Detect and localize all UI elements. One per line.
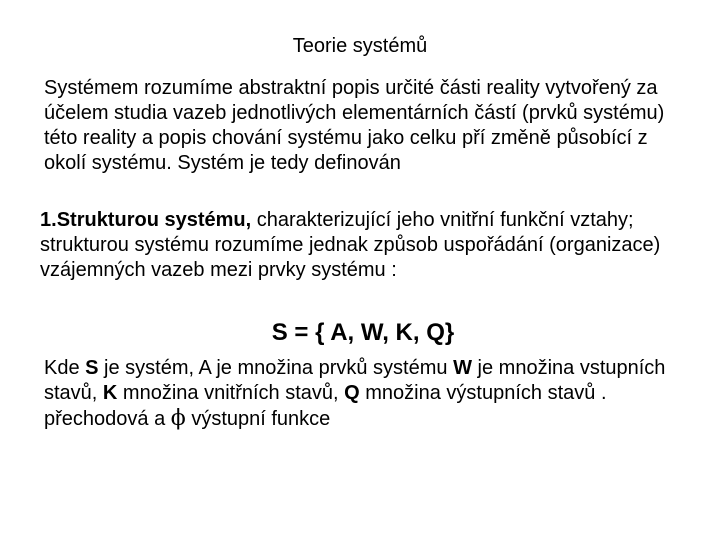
def-text-1: Kde [44, 357, 86, 379]
point-number: 1. [40, 209, 57, 231]
def-text-4: množina vnitřních stavů, [117, 382, 345, 404]
definition-paragraph [40, 356, 694, 432]
def-symbol-q: Q [344, 382, 360, 404]
def-symbol-k: K [102, 382, 118, 404]
def-symbol-w: W [453, 357, 472, 379]
system-formula: S = { A, W, K, Q} [271, 319, 455, 346]
def-text-5: množina výstupních stavů . přechodová a [44, 382, 607, 430]
intro-paragraph: Systémem rozumíme abstraktní popis určité části reality vytvořený za účelem studia vazeb jednotlivých elementárních částí (prvků systému) této reality a popis chování systému jako celku pří změně působící z okolí systému. Systém je tedy definován [44, 77, 665, 174]
point-heading: Strukturou systému, [56, 209, 252, 231]
def-text-6: výstupní funkce [185, 408, 331, 430]
structure-paragraph [40, 208, 690, 283]
point-text: charakterizující jeho vnitřní funkční vztahy; strukturou systému rozumíme jednak způsob uspořádání (organizace) vzájemných vazeb mezi prvky systému : [40, 209, 661, 281]
def-text-2: je systém, A je množina prvků systému [98, 357, 454, 379]
slide-title: Teorie systémů [292, 35, 428, 57]
def-text-3: je množina vstupních stavů, [44, 357, 666, 404]
def-symbol-s: S [85, 357, 99, 379]
def-symbol-phi: ϕ [170, 406, 186, 431]
